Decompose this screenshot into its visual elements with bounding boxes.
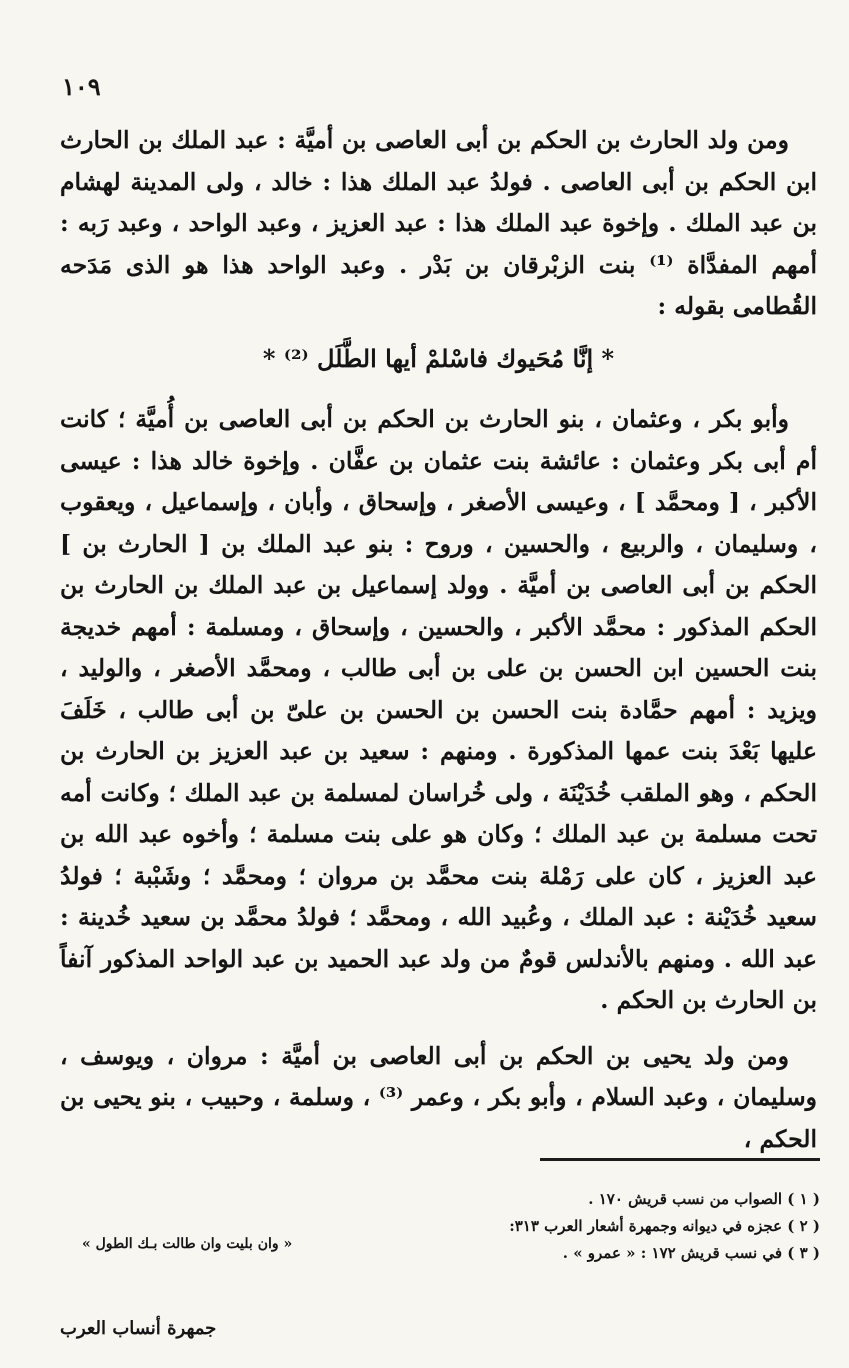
- book-title-footer: جمهرة أنساب العرب: [60, 1318, 217, 1339]
- paragraph-2: وأبو بكر ، وعثمان ، بنو الحارث بن الحكم بن أبى العاصى بن أُميَّة ؛ كانت أم أبى بكر وعثمان : عائشة بنت عثمان بن عفَّان . وإخوة خالد هذا : عيسى الأكبر ، [ ومحمَّد ] ، وعيسى الأصغر ، وإسحاق ، وأبان ، وإسماعيل ، ويعقوب ، وسليمان ، والربيع ، والحسين ، وروح : بنو عبد الملك بن [ الحارث بن ] الحكم بن أبى العاصى بن أميَّة . وولد إسماعيل بن عبد الملك بن الحارث بن الحكم المذكور : محمَّد الأكبر ، والحسين ، وإسحاق ، ومسلمة : أمهم خديجة بنت الحسين ابن الحسن بن على بن أبى طالب ، ومحمَّد الأصغر ، والوليد ، ويزيد : أمهم حمَّادة بنت الحسن بن الحسن بن علىّ بن أبى طالب ، خَلَفَ عليها بَعْدَ بنت عمها المذكورة . ومنهم : سعيد بن عبد العزيز بن الحارث بن الحكم ، وهو الملقب خُدَيْنَة ، ولى خُراسان لمسلمة بن عبد الملك ؛ وكانت أمه تحت مسلمة بن عبد الملك ؛ وكان هو على بنت مسلمة ؛ وأخوه عبد الله بن عبد العزيز ، كان على رَمْلة بنت محمَّد بن مروان ؛ ومحمَّد ؛ وشَبْبة ؛ فولدُ سعيد خُدَيْنة : عبد الملك ، وعُبيد الله ، ومحمَّد ؛ فولدُ محمَّد بن سعيد خُدينة : عبد الله . ومنهم بالأندلس قومٌ من ولد عبد الحميد بن عبد الواحد المذكور آنفاً بن الحارث بن الحكم .: [60, 405, 818, 1014]
- footnote-3: ( ٣ ) في نسب قريش ١٧٢ : « عمرو » .: [562, 1244, 820, 1262]
- footnote-2-quote: « وان بليت وان طالت بـك الطول »: [82, 1236, 293, 1252]
- footnote-1: ( ١ ) الصواب من نسب قريش ١٧٠ .: [588, 1190, 820, 1208]
- footnote-2: ( ٢ ) عجزه في ديوانه وجمهرة أشعار العرب ٣١٣:: [509, 1217, 820, 1235]
- paragraph-3: ومن ولد يحيى بن الحكم بن أبى العاصى بن أميَّة : مروان ، ويوسف ، وسليمان ، وعبد السلام ، وأبو بكر ، وعمر ⁽³⁾ ، وسلمة ، وحبيب ، بنو يحيى بن الحكم ،: [60, 1041, 817, 1153]
- footnote-divider: [540, 1158, 820, 1161]
- main-text: [60, 120, 817, 1160]
- page-number: ١٠٩: [62, 72, 101, 101]
- footnotes: [400, 1186, 820, 1267]
- verse-line: * إنَّا مُحَيوك فاسْلمْ أيها الطَّلَل ⁽²⁾ *: [262, 343, 615, 373]
- paragraph-1: ومن ولد الحارث بن الحكم بن أبى العاصى بن أميَّة : عبد الملك بن الحارث ابن الحكم بن أبى العاصى . فولدُ عبد الملك هذا : خالد ، ولى المدينة لهشام بن عبد الملك . وإخوة عبد الملك هذا : عبد العزيز ، وعبد الواحد ، وعبد رَبه : أمهم المفدَّاة ⁽¹⁾ بنت الزبْرقان بن بَدْر . وعبد الواحد هذا هو الذى مَدَحه القُطامى بقوله :: [60, 126, 818, 320]
